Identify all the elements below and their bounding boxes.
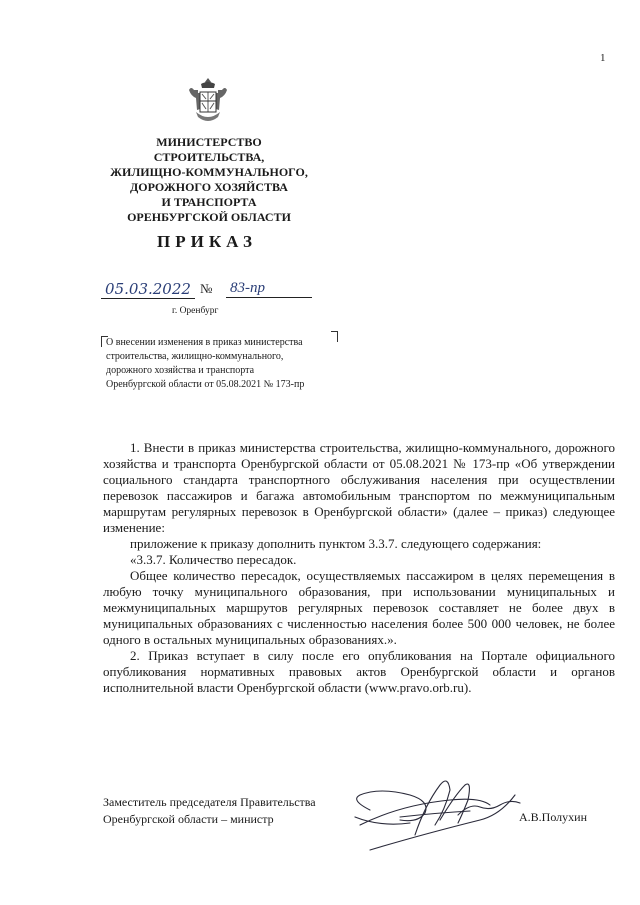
order-number: 83-пр — [226, 279, 312, 298]
paragraph-1: 1. Внести в приказ министерства строительства, жилищно-коммунального, дорожного хозяйства и транспорта Оренбургской области от 05.08.2021 № 173-пр «Об утверждении социального стандарта транспортного обслуживания населения при осуществлении перевозок пассажиров и багажа автомобильным транспортом по межмуниципальным маршрутам регулярных перевозок в Оренбургской области» (далее – приказ) следующее изменение: — [103, 440, 615, 535]
signatory-title — [103, 794, 316, 828]
handwritten-signature — [340, 765, 540, 860]
signatory-name: А.В.Полухин — [519, 810, 588, 824]
subject-line: О внесении изменения в приказ министерства — [106, 337, 303, 348]
paragraph-2: приложение к приказу дополнить пунктом 3.3.7. следующего содержания: — [130, 536, 542, 551]
bracket-corner — [101, 336, 108, 347]
ministry-line: СТРОИТЕЛЬСТВА, — [153, 150, 265, 164]
ministry-line: ДОРОЖНОГО ХОЗЯЙСТВА — [130, 180, 288, 194]
order-subject — [106, 336, 338, 398]
city-label: г. Оренбург — [172, 306, 219, 316]
page-number: 1 — [600, 52, 606, 64]
ministry-name — [100, 135, 318, 225]
subject-line: строительства, жилищно-коммунального, — [106, 351, 284, 362]
paragraph-5: 2. Приказ вступает в силу после его опубликования на Портале официального опубликования нормативных правовых актов Оренбургской области и органов исполнительной власти Оренбургской области (www.pravo.orb.ru). — [103, 648, 615, 695]
ministry-line: МИНИСТЕРСТВО — [156, 135, 262, 149]
order-body — [103, 440, 615, 696]
signatory-title-line: Оренбургской области – министр — [103, 812, 274, 826]
paragraph-3: «3.3.7. Количество пересадок. — [130, 552, 297, 567]
orenburg-coat-of-arms-icon — [188, 76, 228, 126]
subject-line: Оренбургской области от 05.08.2021 № 173-пр — [106, 379, 305, 390]
ministry-line: ЖИЛИЩНО-КОММУНАЛЬНОГО, — [110, 165, 308, 179]
order-date: 05.03.2022 — [101, 280, 195, 299]
document-type-title: ПРИКАЗ — [157, 232, 257, 251]
signatory-title-line: Заместитель председателя Правительства — [103, 795, 316, 809]
subject-line: дорожного хозяйства и транспорта — [106, 365, 255, 376]
ministry-line: ОРЕНБУРГСКОЙ ОБЛАСТИ — [127, 210, 291, 224]
ministry-line: И ТРАНСПОРТА — [161, 195, 257, 209]
paragraph-4: Общее количество пересадок, осуществляемых пассажиром в целях перемещения в любую точку муниципального образования, при использовании муниципальных и межмуниципальных маршрутов регулярных перевозок составляет не более двух в муниципальных образованиях с численностью населения более 500 000 человек, не более одного в остальных муниципальных образованиях.». — [103, 568, 615, 647]
number-sign: № — [200, 281, 213, 296]
bracket-corner — [331, 331, 338, 342]
